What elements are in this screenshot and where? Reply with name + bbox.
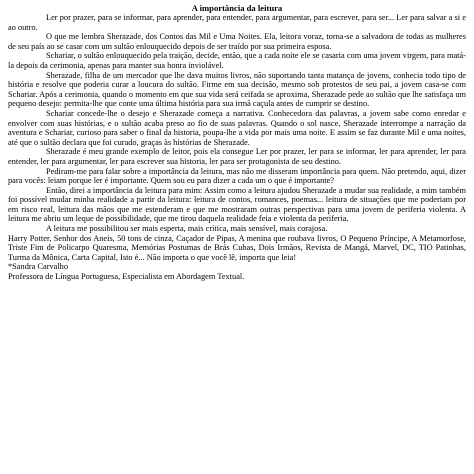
- paragraph-narrativa: Schariar concede-lhe o desejo e Sherazade começa a narrativa. Conhecedora das palavras, a jovem sabe como enredar e envolver com suas histórias, e o sultão acaba preso ao fio de suas palavras. Quando o sol nasce, Sherazade interrompe a narração da aventura e Schariar, curioso para saber o final da historia, poupa-lhe a vida por mais uma noite. E assim se faz durante Mil e uma noites, até que o sultão declara que foi curado, graças às histórias de Sherazade.: [8, 108, 466, 147]
- paragraph-books: Harry Potter, Senhor dos Aneis, 50 tons de cinza, Caçador de Pipas, A menina que roubava livros, O Pequeno Príncipe, A Metamorfose, Triste Fim de Policarpo Quaresma, Memórias Postumas de Brás Cubas, Dois Irmãos, Revista de Mangá, Marvel, DC, TIO Patinhas, Turma da Mônica, Carta Capital, Isto é... Não importa o que você lê, importa que leia!: [8, 233, 466, 262]
- paragraph-exemplo: Sherazade é meu grande exemplo de leitor, pois ela consegue Ler por prazer, ler para se informar, ler para aprender, ler para entender, ler para argumentar, ler para escrever sua historia, ler para ser protagonista de seu destino.: [8, 147, 466, 166]
- paragraph-pediram: Pediram-me para falar sobre a importância da leitura, mas não me disseram importância para quem. Não pretendo, aqui, dizer para vocês: leiam porque ler é importante. Quem sou eu para dizer a cada um o que é importante?: [8, 166, 466, 186]
- paragraph-schariar: Schariar, o sultão enlouquecido pela traição, decide, então, que a cada noite ele se casaria com uma jovem virgem, para matá-la depois da cerimonia, apenas para manter sua honra inviolável.: [8, 51, 466, 70]
- signature-name: *Sandra Carvalho: [8, 262, 69, 272]
- paragraph-entao: Então, direi a importância da leitura para mim: Assim como a leitura ajudou Sherazade a mudar sua realidade, a mim também foi possível mudar minha realidade a partir da leitura: leitura de contos, romances, poemas... leitura de situações que me poderiam por em risco real, leitura das mãos que me estenderam e que me mostraram outras perspectivas para uma jovem de periferia violenta. A leitura me abriu um leque de possibilidade, que me tirou daquela realidade feia e violenta da periferia.: [8, 185, 466, 224]
- document-title: A importância da leitura: [191, 3, 283, 13]
- paragraph-possibilitou: A leitura me possibilitou ser mais esperta, mais crítica, mais sensível, mais corajosa.: [46, 224, 328, 234]
- signature-role: Professora de Língua Portuguesa, Especialista em Abordagem Textual.: [8, 272, 245, 282]
- paragraph-sherazade: O que me lembra Sherazade, dos Contos das Mil e Uma Noites. Ela, leitora voraz, torna-se a salvadora de todas as mulheres de seu país ao se casar com um sultão enlouquecido depois de ser traído por sua primeira esposa.: [8, 32, 466, 51]
- paragraph-intro: Ler por prazer, para se informar, para aprender, para entender, para argumentar, para escrever, para ser... Ler para salvar a si e ao outro.: [8, 13, 466, 32]
- paragraph-mercador: Sherazade, filha de um mercador que lhe dava muitos livros, não suportando tanta matança de jovens, conhecia todo tipo de história e resolve que poderia curar a loucura do sultão. Firme em sua decisão, mesmo sob protestos de seu pai, a jovem casa-se com Schariar. Após a cerimonia, quando o momento em que sua vida será ceifada se aproxima, Sherazade pede ao sultão que lhe satisfaça um pequeno desejo: permita-lhe que conte uma última história para sua irmã caçula antes de cumprir se destino.: [8, 70, 466, 109]
